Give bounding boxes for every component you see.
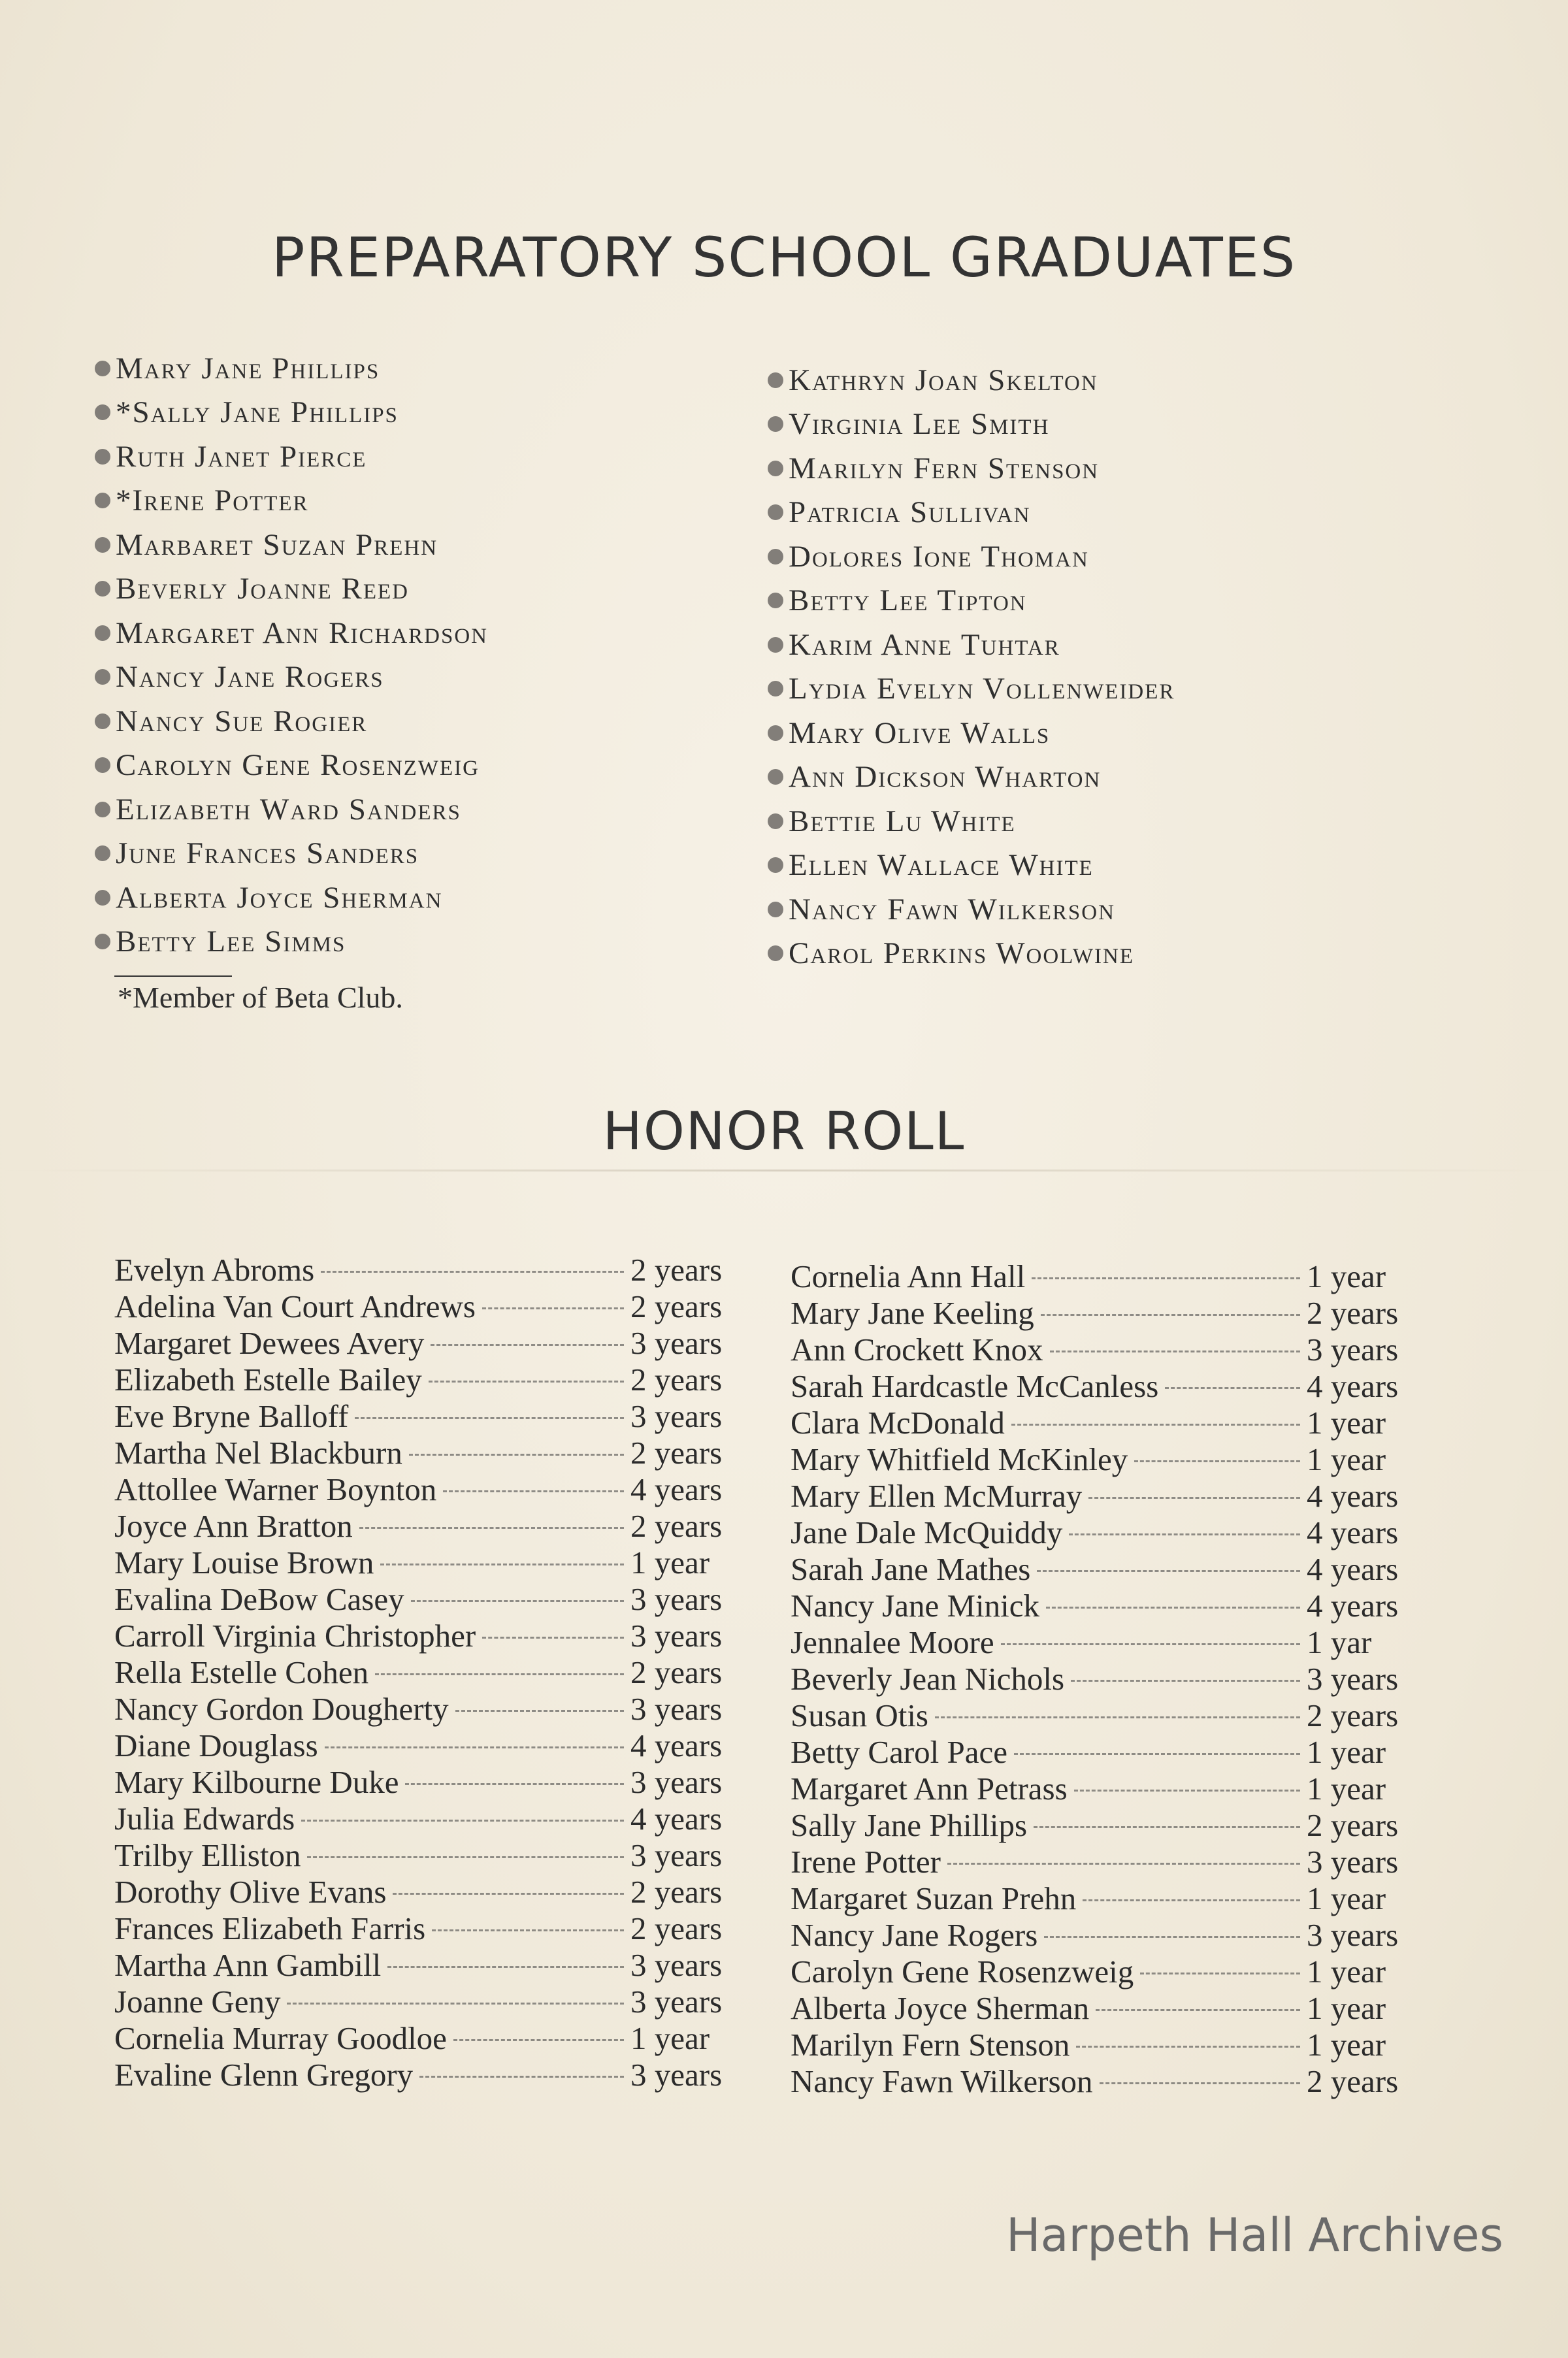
honor-roll-entry <box>791 1697 1444 1733</box>
dotted-leader <box>432 1929 624 1931</box>
honor-roll-name: Nancy Gordon Dougherty <box>114 1691 449 1727</box>
graduate-name <box>95 744 488 788</box>
graduate-name-text: Virginia Lee Smith <box>789 407 1050 442</box>
graduate-name-text: Bettie Lu White <box>789 804 1016 838</box>
ink-bullet-icon <box>95 713 110 729</box>
graduate-name-text: Nancy Sue Rogier <box>116 704 368 738</box>
honor-roll-right-column <box>791 1258 1444 2099</box>
graduate-name <box>768 755 1175 800</box>
graduate-name-text: Betty Lee Tipton <box>789 583 1027 618</box>
dotted-leader <box>482 1637 624 1639</box>
ink-bullet-icon <box>768 945 783 961</box>
graduate-name <box>95 479 488 523</box>
graduate-name <box>95 699 488 744</box>
honor-roll-name: Evelyn Abroms <box>114 1252 315 1288</box>
honor-roll-entry <box>114 1837 768 1873</box>
honor-roll-name: Mary Whitfield McKinley <box>791 1441 1128 1477</box>
honor-roll-entry <box>791 1660 1444 1697</box>
graduate-name <box>768 446 1175 491</box>
graduate-name-text: Kathryn Joan Skelton <box>789 363 1098 397</box>
dotted-leader <box>1001 1643 1300 1645</box>
ink-bullet-icon <box>768 372 783 388</box>
honor-roll-entry <box>114 2020 768 2056</box>
honor-roll-heading: HONOR ROLL <box>602 1101 966 1162</box>
honor-roll-duration: 2 years <box>1307 1807 1399 1843</box>
honor-roll-entry <box>114 1800 768 1837</box>
dotted-leader <box>431 1344 624 1346</box>
honor-roll-duration: 2 years <box>630 1874 723 1910</box>
graduate-name <box>768 534 1175 579</box>
honor-roll-name: Eve Bryne Balloff <box>114 1398 349 1434</box>
honor-roll-duration: 4 years <box>1307 1478 1399 1514</box>
graduate-name <box>768 799 1175 843</box>
archive-credit: Harpeth Hall Archives <box>1006 2208 1503 2262</box>
graduate-name <box>95 876 488 920</box>
dotted-leader <box>1096 2009 1300 2011</box>
honor-roll-duration: 4 years <box>630 1801 723 1837</box>
graduate-name-text: Karim Anne Tuhtar <box>789 627 1060 662</box>
honor-roll-name: Ann Crockett Knox <box>791 1332 1043 1367</box>
honor-roll-duration: 1 year <box>1307 1734 1386 1770</box>
graduate-name-text: Mary Olive Walls <box>789 715 1051 750</box>
dotted-leader <box>1050 1351 1301 1352</box>
ink-bullet-icon <box>95 845 110 861</box>
dotted-leader <box>1046 1607 1300 1609</box>
honor-roll-duration: 1 yar <box>1307 1624 1372 1660</box>
honor-roll-name: Martha Nel Blackburn <box>114 1435 402 1471</box>
honor-roll-left-column <box>114 1251 768 2093</box>
honor-roll-name: Margaret Dewees Avery <box>114 1325 425 1361</box>
honor-roll-duration: 4 years <box>630 1471 723 1507</box>
dotted-leader <box>1083 1899 1300 1901</box>
honor-roll-duration: 1 year <box>1307 1441 1386 1477</box>
honor-roll-entry <box>791 1441 1444 1477</box>
honor-roll-name: Marilyn Fern Stenson <box>791 2027 1070 2063</box>
graduate-name-text: Beverly Joanne Reed <box>116 572 409 606</box>
honor-roll-name: Nancy Jane Minick <box>791 1588 1039 1624</box>
ink-bullet-icon <box>768 637 783 653</box>
honor-roll-entry <box>114 1763 768 1800</box>
dotted-leader <box>1100 2082 1300 2084</box>
graduate-name <box>95 787 488 832</box>
ink-bullet-icon <box>768 549 783 565</box>
honor-roll-duration: 1 year <box>1307 1771 1386 1807</box>
dotted-leader <box>405 1783 624 1785</box>
honor-roll-duration: 1 year <box>1307 1880 1386 1916</box>
honor-roll-name: Jane Dale McQuiddy <box>791 1515 1063 1550</box>
honor-roll-duration: 3 years <box>630 1984 723 2020</box>
dotted-leader <box>1071 1680 1300 1682</box>
dotted-leader <box>455 1710 624 1712</box>
honor-roll-entry <box>114 1983 768 2020</box>
dotted-leader <box>301 1820 624 1822</box>
dotted-leader <box>443 1490 624 1492</box>
graduate-name <box>95 523 488 567</box>
graduate-name-text: Nancy Jane Rogers <box>116 660 384 695</box>
graduate-name <box>768 887 1175 932</box>
honor-roll-name: Carroll Virginia Christopher <box>114 1618 476 1654</box>
honor-roll-name: Evaline Glenn Gregory <box>114 2057 414 2093</box>
ink-bullet-icon <box>95 361 110 376</box>
honor-roll-entry <box>114 2056 768 2093</box>
graduate-name-text: Ruth Janet Pierce <box>116 439 367 474</box>
honor-roll-entry <box>114 1251 768 1288</box>
ink-bullet-icon <box>95 934 110 949</box>
honor-roll-duration: 1 year <box>1307 1258 1386 1294</box>
honor-roll-duration: 2 years <box>630 1362 723 1398</box>
honor-roll-duration: 2 years <box>1307 1295 1399 1331</box>
honor-roll-entry <box>791 1477 1444 1514</box>
honor-roll-name: Rella Estelle Cohen <box>114 1654 369 1690</box>
honor-roll-duration: 1 year <box>1307 1954 1386 1990</box>
dotted-leader <box>1076 2046 1300 2048</box>
dotted-leader <box>935 1716 1300 1718</box>
dotted-leader <box>411 1600 624 1602</box>
graduate-name <box>95 611 488 655</box>
honor-roll-entry <box>791 1514 1444 1550</box>
graduate-name <box>95 391 488 435</box>
graduate-name <box>768 491 1175 535</box>
honor-roll-entry <box>114 1727 768 1763</box>
honor-roll-duration: 3 years <box>630 2057 723 2093</box>
honor-roll-entry <box>114 1507 768 1544</box>
dotted-leader <box>1088 1497 1300 1499</box>
honor-roll-name: Irene Potter <box>791 1844 941 1880</box>
honor-roll-name: Dorothy Olive Evans <box>114 1874 387 1910</box>
honor-roll-name: Mary Ellen McMurray <box>791 1478 1083 1514</box>
dotted-leader <box>409 1454 624 1456</box>
ink-bullet-icon <box>768 681 783 696</box>
honor-roll-entry <box>791 1770 1444 1807</box>
honor-roll-name: Diane Douglass <box>114 1728 318 1763</box>
footnote-rule <box>114 975 232 977</box>
dotted-leader <box>1041 1314 1300 1316</box>
graduate-name-text: Carolyn Gene Rosenzweig <box>116 748 480 783</box>
honor-roll-duration: 4 years <box>1307 1368 1399 1404</box>
honor-roll-entry <box>791 1807 1444 1843</box>
honor-roll-name: Cornelia Murray Goodloe <box>114 2020 447 2056</box>
honor-roll-duration: 3 years <box>1307 1332 1399 1367</box>
honor-roll-entry <box>114 1398 768 1434</box>
dotted-leader <box>482 1307 624 1309</box>
honor-roll-entry <box>791 1953 1444 1990</box>
dotted-leader <box>1034 1826 1300 1828</box>
honor-roll-entry <box>114 1654 768 1690</box>
dotted-leader <box>453 2039 624 2041</box>
graduate-name-text: Nancy Fawn Wilkerson <box>789 892 1115 926</box>
honor-roll-duration: 2 years <box>630 1435 723 1471</box>
graduate-name-text: June Frances Sanders <box>116 836 419 871</box>
honor-roll-name: Julia Edwards <box>114 1801 295 1837</box>
page-fold-line <box>0 1170 1568 1171</box>
graduate-name-text: Margaret Ann Richardson <box>116 615 489 650</box>
graduate-name <box>768 932 1175 976</box>
ink-bullet-icon <box>768 461 783 476</box>
honor-roll-duration: 2 years <box>630 1288 723 1324</box>
honor-roll-name: Margaret Ann Petrass <box>791 1771 1068 1807</box>
honor-roll-duration: 1 year <box>1307 1405 1386 1441</box>
ink-bullet-icon <box>768 902 783 917</box>
honor-roll-entry <box>791 1880 1444 1916</box>
ink-bullet-icon <box>95 404 110 420</box>
dotted-leader <box>1037 1570 1300 1572</box>
dotted-leader <box>1014 1753 1300 1755</box>
graduate-name-text: Marilyn Fern Stenson <box>789 451 1100 485</box>
honor-roll-entry <box>114 1471 768 1507</box>
honor-roll-entry <box>114 1910 768 1946</box>
honor-roll-duration: 2 years <box>1307 1697 1399 1733</box>
graduate-name <box>95 832 488 876</box>
honor-roll-entry <box>791 1367 1444 1404</box>
graduate-name-text: Dolores Ione Thoman <box>789 539 1089 574</box>
graduate-name-text: Elizabeth Ward Sanders <box>116 792 461 827</box>
dotted-leader <box>1011 1424 1300 1426</box>
honor-roll-entry <box>114 1873 768 1910</box>
graduate-name-text: *Irene Potter <box>116 483 309 518</box>
honor-roll-entry <box>114 1580 768 1617</box>
ink-bullet-icon <box>95 669 110 685</box>
honor-roll-duration: 3 years <box>1307 1661 1399 1697</box>
honor-roll-duration: 3 years <box>630 1947 723 1983</box>
honor-roll-duration: 1 year <box>1307 2027 1386 2063</box>
honor-roll-duration: 3 years <box>630 1618 723 1654</box>
honor-roll-entry <box>114 1434 768 1471</box>
honor-roll-duration: 3 years <box>1307 1844 1399 1880</box>
honor-roll-name: Joyce Ann Bratton <box>114 1508 353 1544</box>
honor-roll-duration: 4 years <box>1307 1551 1399 1587</box>
graduate-name <box>768 579 1175 623</box>
graduate-name-text: Mary Jane Phillips <box>116 351 380 385</box>
honor-roll-name: Sally Jane Phillips <box>791 1807 1028 1843</box>
ink-bullet-icon <box>95 493 110 508</box>
ink-bullet-icon <box>95 802 110 817</box>
dotted-leader <box>325 1746 624 1748</box>
honor-roll-duration: 2 years <box>630 1252 723 1288</box>
honor-roll-entry <box>791 2026 1444 2063</box>
dotted-leader <box>393 1893 624 1895</box>
graduate-name-text: Ellen Wallace White <box>789 848 1094 883</box>
honor-roll-name: Sarah Hardcastle McCanless <box>791 1368 1159 1404</box>
honor-roll-name: Mary Kilbourne Duke <box>114 1764 399 1800</box>
ink-bullet-icon <box>768 813 783 829</box>
ink-bullet-icon <box>95 449 110 465</box>
honor-roll-entry <box>114 1946 768 1983</box>
honor-roll-duration: 3 years <box>630 1837 723 1873</box>
ink-bullet-icon <box>768 769 783 785</box>
honor-roll-entry <box>114 1288 768 1324</box>
ink-bullet-icon <box>95 625 110 641</box>
graduate-name-text: Ann Dickson Wharton <box>789 760 1102 794</box>
honor-roll-duration: 1 year <box>630 2020 710 2056</box>
graduate-name <box>768 402 1175 447</box>
honor-roll-entry <box>791 1294 1444 1331</box>
dotted-leader <box>359 1527 624 1529</box>
honor-roll-entry <box>791 1587 1444 1624</box>
graduates-left-column <box>95 346 488 964</box>
honor-roll-entry <box>114 1690 768 1727</box>
graduate-name <box>768 711 1175 755</box>
honor-roll-name: Beverly Jean Nichols <box>791 1661 1065 1697</box>
dotted-leader <box>321 1271 624 1273</box>
beta-club-footnote: *Member of Beta Club. <box>118 981 403 1014</box>
honor-roll-name: Mary Louise Brown <box>114 1545 374 1580</box>
dotted-leader <box>1069 1533 1300 1535</box>
honor-roll-duration: 1 year <box>630 1545 710 1580</box>
dotted-leader <box>429 1381 624 1383</box>
honor-roll-entry <box>114 1617 768 1654</box>
dotted-leader <box>1074 1790 1300 1792</box>
honor-roll-name: Sarah Jane Mathes <box>791 1551 1031 1587</box>
honor-roll-duration: 4 years <box>1307 1588 1399 1624</box>
graduate-name-text: Carol Perkins Woolwine <box>789 936 1135 971</box>
ink-bullet-icon <box>95 581 110 597</box>
honor-roll-name: Cornelia Ann Hall <box>791 1258 1026 1294</box>
honor-roll-entry <box>791 1990 1444 2026</box>
ink-bullet-icon <box>95 757 110 773</box>
graduate-name <box>768 623 1175 667</box>
graduate-name <box>95 567 488 612</box>
graduates-right-column <box>768 358 1175 975</box>
ink-bullet-icon <box>768 593 783 608</box>
honor-roll-entry <box>791 1550 1444 1587</box>
honor-roll-name: Adelina Van Court Andrews <box>114 1288 476 1324</box>
graduate-name <box>768 843 1175 888</box>
honor-roll-name: Nancy Fawn Wilkerson <box>791 2063 1093 2099</box>
dotted-leader <box>287 2003 624 2005</box>
honor-roll-name: Frances Elizabeth Farris <box>114 1910 426 1946</box>
honor-roll-name: Evalina DeBow Casey <box>114 1581 404 1617</box>
graduate-name <box>95 434 488 479</box>
graduate-name-text: Betty Lee Simms <box>116 925 346 959</box>
dotted-leader <box>307 1856 624 1858</box>
honor-roll-duration: 2 years <box>630 1910 723 1946</box>
honor-roll-name: Martha Ann Gambill <box>114 1947 382 1983</box>
honor-roll-name: Carolyn Gene Rosenzweig <box>791 1954 1134 1990</box>
honor-roll-entry <box>114 1544 768 1580</box>
dotted-leader <box>419 2076 624 2078</box>
honor-roll-entry <box>791 1404 1444 1441</box>
honor-roll-duration: 3 years <box>1307 1917 1399 1953</box>
dotted-leader <box>1032 1277 1300 1279</box>
honor-roll-entry <box>791 1258 1444 1294</box>
honor-roll-name: Attollee Warner Boynton <box>114 1471 437 1507</box>
honor-roll-name: Alberta Joyce Sherman <box>791 1990 1090 2026</box>
honor-roll-entry <box>114 1324 768 1361</box>
dotted-leader <box>1044 1936 1300 1938</box>
graduate-name-text: Alberta Joyce Sherman <box>116 880 443 915</box>
honor-roll-entry <box>791 1843 1444 1880</box>
graduate-name <box>95 346 488 391</box>
graduate-name-text: Patricia Sullivan <box>789 495 1031 530</box>
honor-roll-duration: 3 years <box>630 1691 723 1727</box>
dotted-leader <box>1140 1973 1300 1974</box>
honor-roll-entry <box>791 1624 1444 1660</box>
honor-roll-name: Trilby Elliston <box>114 1837 301 1873</box>
graduate-name-text: Marbaret Suzan Prehn <box>116 527 438 562</box>
honor-roll-entry <box>791 2063 1444 2099</box>
honor-roll-name: Clara McDonald <box>791 1405 1005 1441</box>
graduate-name <box>768 358 1175 402</box>
graduate-name-text: Lydia Evelyn Vollenweider <box>789 672 1175 706</box>
honor-roll-name: Jennalee Moore <box>791 1624 994 1660</box>
graduate-name <box>95 920 488 964</box>
dotted-leader <box>380 1564 624 1565</box>
honor-roll-entry <box>791 1916 1444 1953</box>
honor-roll-duration: 4 years <box>1307 1515 1399 1550</box>
dotted-leader <box>355 1417 624 1419</box>
graduate-name <box>95 655 488 700</box>
ink-bullet-icon <box>768 725 783 741</box>
honor-roll-name: Betty Carol Pace <box>791 1734 1008 1770</box>
dotted-leader <box>1165 1387 1300 1389</box>
honor-roll-entry <box>114 1361 768 1398</box>
honor-roll-entry <box>791 1331 1444 1367</box>
honor-roll-name: Margaret Suzan Prehn <box>791 1880 1077 1916</box>
dotted-leader <box>387 1966 624 1968</box>
honor-roll-duration: 3 years <box>630 1581 723 1617</box>
graduate-name-text: *Sally Jane Phillips <box>116 395 399 430</box>
honor-roll-duration: 3 years <box>630 1764 723 1800</box>
ink-bullet-icon <box>95 537 110 553</box>
honor-roll-duration: 2 years <box>1307 2063 1399 2099</box>
dotted-leader <box>1134 1460 1300 1462</box>
honor-roll-duration: 4 years <box>630 1728 723 1763</box>
honor-roll-duration: 2 years <box>630 1654 723 1690</box>
dotted-leader <box>375 1673 624 1675</box>
honor-roll-duration: 2 years <box>630 1508 723 1544</box>
ink-bullet-icon <box>95 890 110 906</box>
honor-roll-name: Joanne Geny <box>114 1984 281 2020</box>
honor-roll-name: Susan Otis <box>791 1697 929 1733</box>
honor-roll-duration: 3 years <box>630 1325 723 1361</box>
preparatory-graduates-heading: PREPARATORY SCHOOL GRADUATES <box>271 225 1297 289</box>
graduate-name <box>768 667 1175 712</box>
honor-roll-name: Nancy Jane Rogers <box>791 1917 1038 1953</box>
ink-bullet-icon <box>768 416 783 432</box>
honor-roll-duration: 1 year <box>1307 1990 1386 2026</box>
dotted-leader <box>947 1863 1300 1865</box>
honor-roll-name: Elizabeth Estelle Bailey <box>114 1362 422 1398</box>
ink-bullet-icon <box>768 504 783 520</box>
honor-roll-name: Mary Jane Keeling <box>791 1295 1034 1331</box>
honor-roll-entry <box>791 1733 1444 1770</box>
ink-bullet-icon <box>768 857 783 873</box>
honor-roll-duration: 3 years <box>630 1398 723 1434</box>
